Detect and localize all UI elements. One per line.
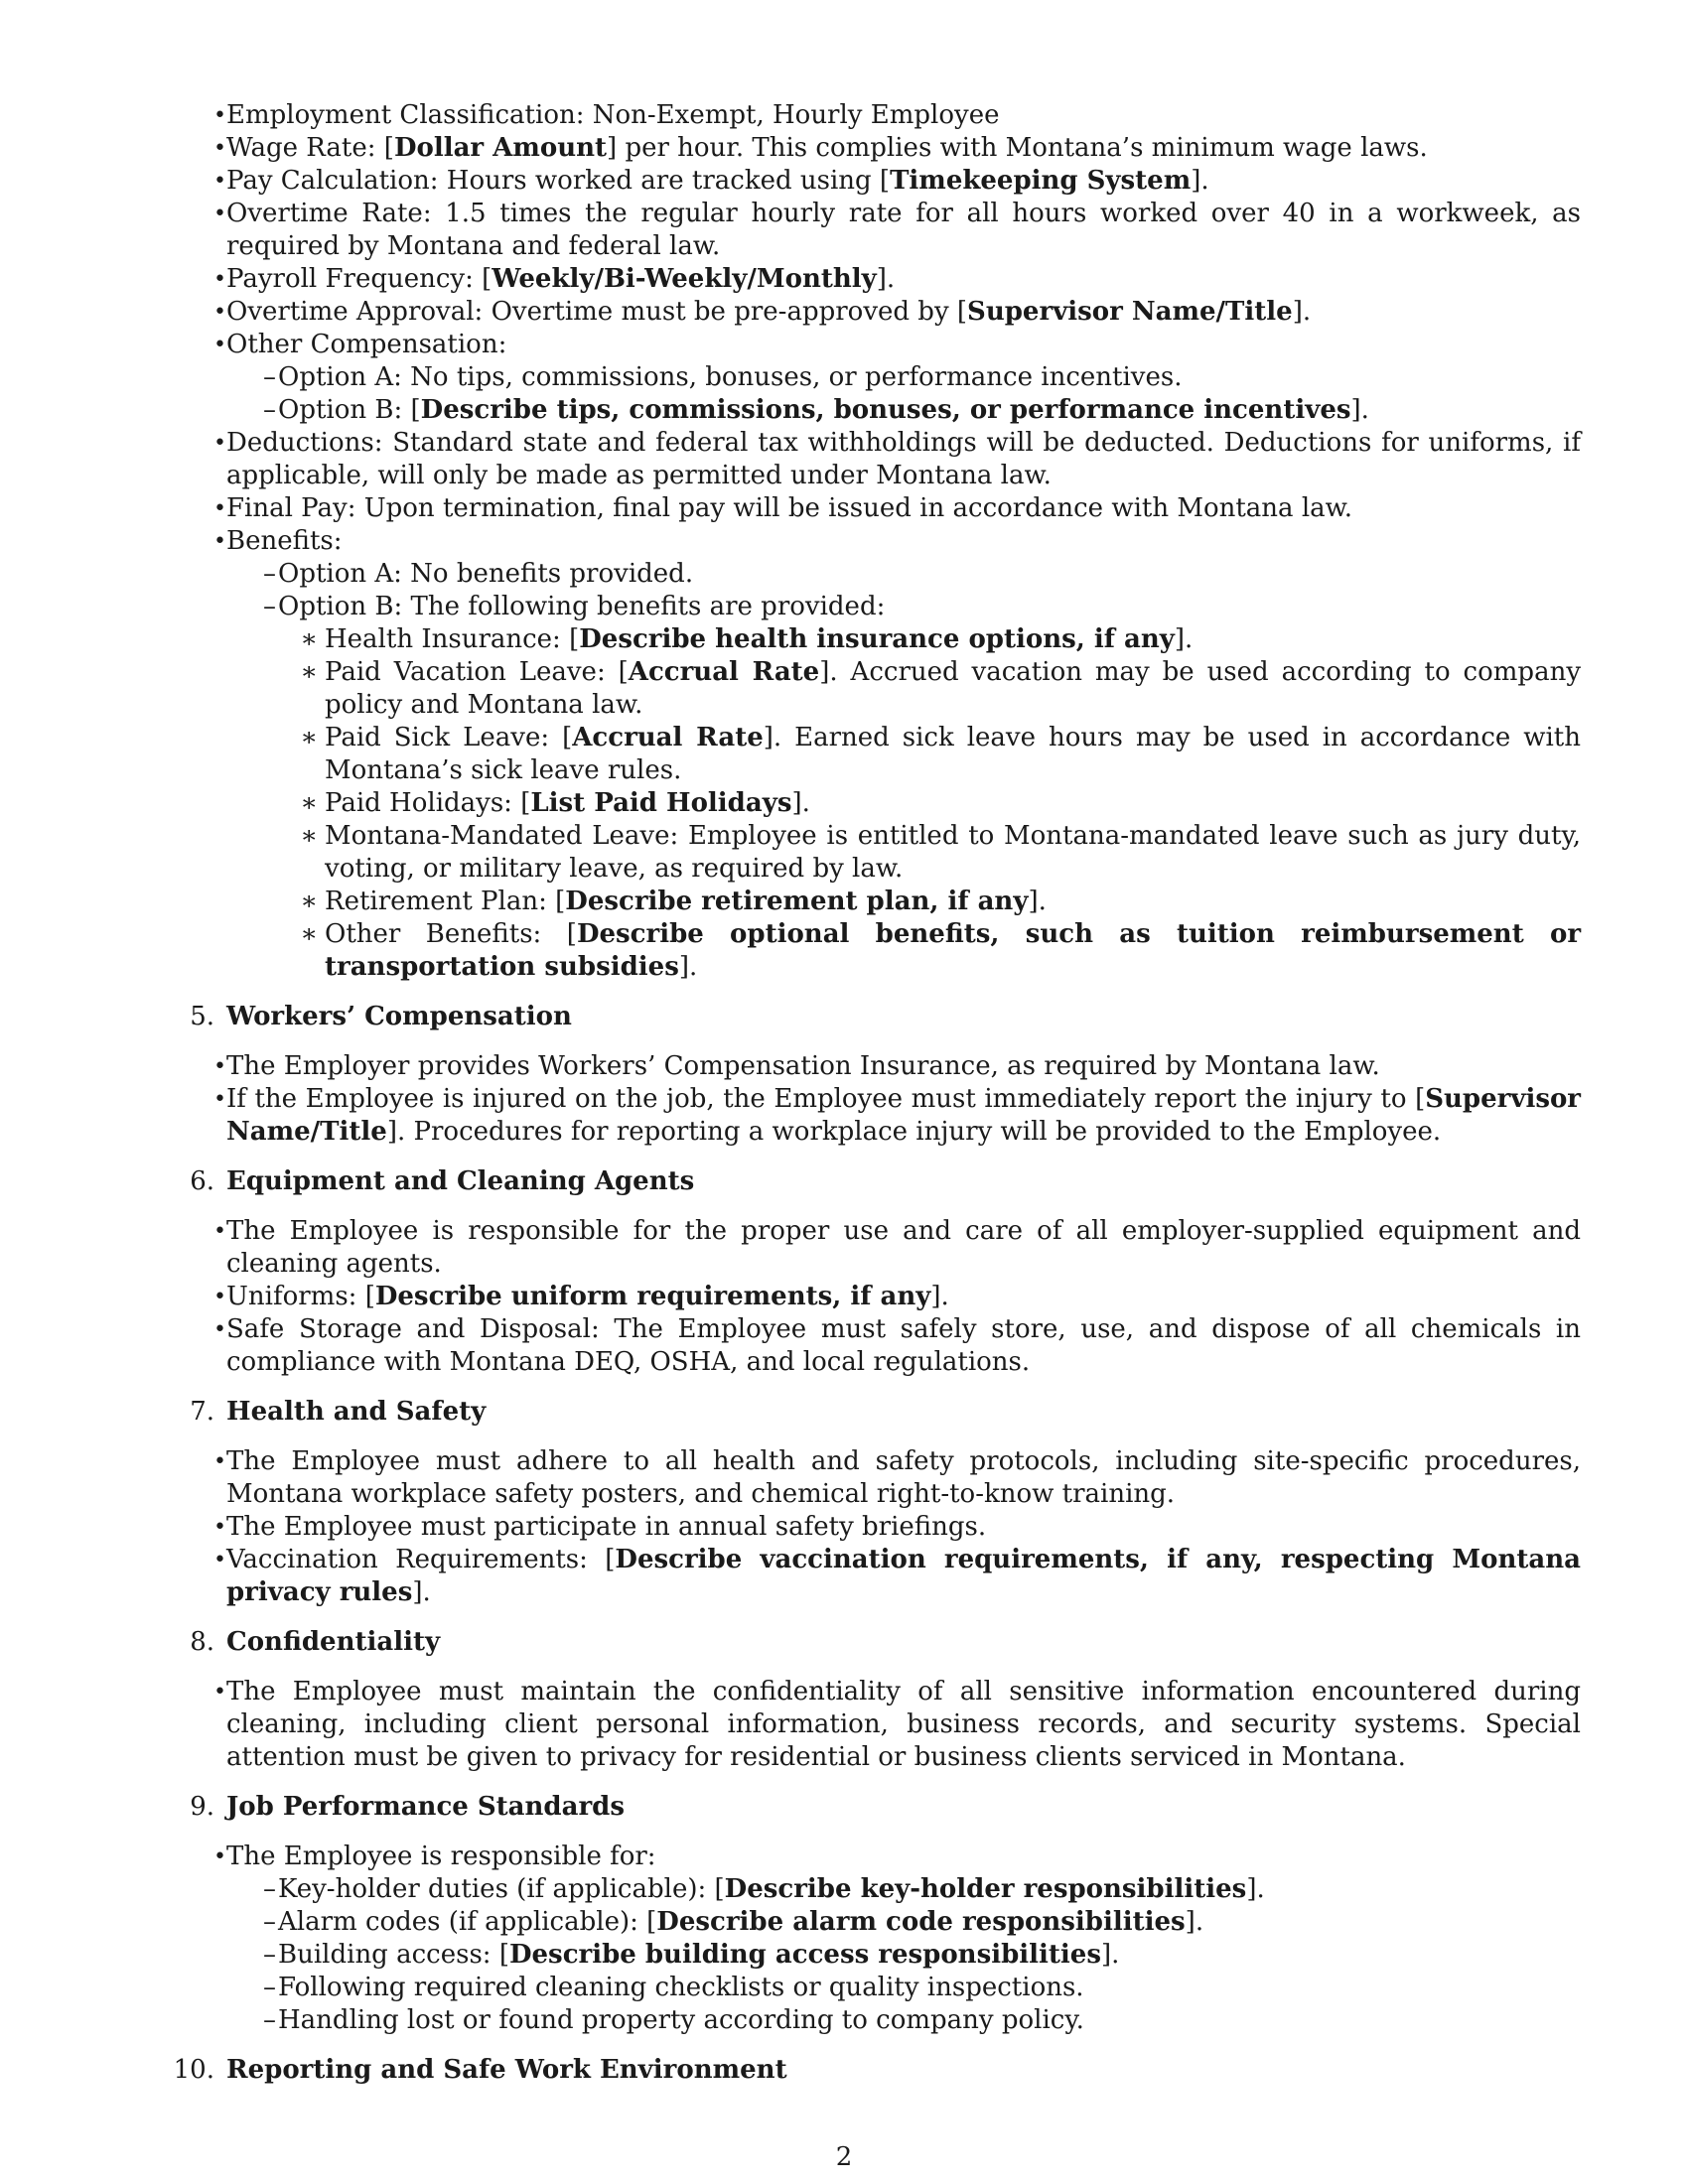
bullet: • — [213, 267, 226, 292]
list-item: • Vaccination Requirements: [Describe vaccination requirements, if any, respecting Montana privacy rules]. — [226, 1544, 1581, 1609]
bullet: • — [213, 1680, 226, 1705]
bullet: • — [213, 202, 226, 226]
section-heading — [190, 1165, 1581, 1198]
document-body — [173, 99, 1582, 2104]
section-title: Job Performance Standards — [226, 1792, 625, 1822]
list-item: • Deductions: Standard state and federal tax withholdings will be deducted. Deductions for uniforms, if applicable, will only be made as permitted under Montana law. — [226, 427, 1581, 492]
placeholder-field: Timekeeping System — [890, 166, 1192, 196]
section-list — [213, 1215, 1581, 1379]
list-subsubitem: ∗ Retirement Plan: [Describe retirement plan, if any]. — [226, 886, 1581, 918]
list-item: • Pay Calculation: Hours worked are tracked using [Timekeeping System]. — [226, 165, 1581, 198]
section-heading — [190, 1001, 1581, 1033]
bullet: • — [213, 1087, 226, 1112]
list-item: • Uniforms: [Describe uniform requirements, if any]. — [226, 1281, 1581, 1313]
dash: – — [263, 592, 276, 621]
list-subitem: – Option A: No benefits provided. — [226, 558, 1581, 591]
bullet: • — [213, 103, 226, 128]
dash: – — [263, 2005, 276, 2035]
section-number: 10. — [173, 2055, 214, 2085]
bullet: • — [213, 300, 226, 325]
list-subitem: – Option B: The following benefits are provided: — [226, 591, 1581, 623]
list-item: • Overtime Rate: 1.5 times the regular hourly rate for all hours worked over 40 in a workweek, as required by Montana and federal law. — [226, 198, 1581, 263]
list-item: • The Employee must maintain the confidentiality of all sensitive information encountered during cleaning, including client personal information, business records, and security systems. Special attention must be given to privacy for residential or business clients serviced in Montana. — [226, 1676, 1581, 1774]
bullet: • — [213, 1219, 226, 1244]
bullet: • — [213, 1285, 226, 1309]
placeholder-field: Supervisor Name/Title — [226, 1084, 1581, 1147]
section-list — [213, 1676, 1581, 1774]
dash: – — [263, 1973, 276, 2002]
star: ∗ — [300, 887, 318, 916]
section-title: Reporting and Safe Work Environment — [226, 2055, 787, 2085]
list-subitem: – Key-holder duties (if applicable): [Describe key-holder responsibilities]. — [226, 1873, 1581, 1906]
list-subitem: – Option A: No tips, commissions, bonuses, or performance incentives. — [226, 361, 1581, 394]
dash: – — [263, 1940, 276, 1970]
bullet: • — [213, 1054, 226, 1079]
list-subitem: – Following required cleaning checklists or quality inspections. — [226, 1972, 1581, 2004]
section-list — [213, 1841, 1581, 2037]
list-item: • Employment Classification: Non-Exempt, Hourly Employee — [226, 99, 1581, 132]
placeholder-field: Describe tips, commissions, bonuses, or performance incentives — [420, 395, 1351, 425]
placeholder-field: Accrual Rate — [572, 723, 764, 752]
bullet: • — [213, 1449, 226, 1474]
section-title: Workers’ Compensation — [226, 1002, 572, 1031]
star: ∗ — [300, 919, 318, 949]
page-number: 2 — [835, 2142, 853, 2172]
star: ∗ — [300, 821, 318, 851]
placeholder-field: Dollar Amount — [393, 133, 608, 163]
list-item: • Safe Storage and Disposal: The Employee must safely store, use, and dispose of all chemicals in compliance with Montana DEQ, OSHA, and local regulations. — [226, 1313, 1581, 1379]
list-item: • Wage Rate: [Dollar Amount] per hour. This complies with Montana’s minimum wage laws. — [226, 132, 1581, 165]
list-item: • Overtime Approval: Overtime must be pre-approved by [Supervisor Name/Title]. — [226, 296, 1581, 329]
placeholder-field: Describe key-holder responsibilities — [724, 1874, 1247, 1904]
placeholder-field: Describe health insurance options, if any — [579, 624, 1175, 654]
list-item: • The Employee must adhere to all health and safety protocols, including site-specific procedures, Montana workplace safety posters, and chemical right-to-know training. — [226, 1445, 1581, 1511]
dash: – — [263, 1874, 276, 1904]
bullet: • — [213, 333, 226, 357]
section-list — [213, 1445, 1581, 1609]
dash: – — [263, 559, 276, 589]
list-item: • Final Pay: Upon termination, final pay will be issued in accordance with Montana law. — [226, 492, 1581, 525]
placeholder-field: Describe vaccination requirements, if any, respecting Montana privacy rules — [226, 1545, 1581, 1607]
section-list — [213, 1050, 1581, 1149]
section-title: Equipment and Cleaning Agents — [226, 1166, 695, 1196]
bullet: • — [213, 169, 226, 194]
placeholder-field: Supervisor Name/Title — [967, 297, 1293, 327]
list-subsubitem: ∗ Paid Holidays: [List Paid Holidays]. — [226, 787, 1581, 820]
bullet: • — [213, 496, 226, 521]
section-heading — [190, 1791, 1581, 1824]
list-item: • The Employer provides Workers’ Compensation Insurance, as required by Montana law. — [226, 1050, 1581, 1083]
dash: – — [263, 1907, 276, 1937]
section-title: Confidentiality — [226, 1627, 441, 1657]
list-item: • Payroll Frequency: [Weekly/Bi-Weekly/Monthly]. — [226, 263, 1581, 296]
placeholder-field: Weekly/Bi-Weekly/Monthly — [492, 264, 877, 294]
placeholder-field: Describe retirement plan, if any — [565, 887, 1029, 916]
compensation-list — [213, 99, 1582, 984]
section-number: 5. — [190, 1002, 214, 1031]
list-item: • Benefits: — [226, 525, 1581, 558]
list-item: • If the Employee is injured on the job, the Employee must immediately report the injury to [Supervisor Name/Title]. Procedures for reporting a workplace injury will be provided to the Employee. — [226, 1083, 1581, 1149]
section-number: 7. — [190, 1397, 214, 1427]
list-subsubitem: ∗ Paid Sick Leave: [Accrual Rate]. Earned sick leave hours may be used in accordance with Montana’s sick leave rules. — [226, 722, 1581, 787]
placeholder-field: Accrual Rate — [628, 657, 820, 687]
list-subitem: – Handling lost or found property according to company policy. — [226, 2004, 1581, 2037]
section-title: Health and Safety — [226, 1397, 487, 1427]
placeholder-field: Describe uniform requirements, if any — [374, 1282, 931, 1311]
list-subitem: – Alarm codes (if applicable): [Describe alarm code responsibilities]. — [226, 1906, 1581, 1939]
star: ∗ — [300, 624, 318, 654]
bullet: • — [213, 136, 226, 161]
list-item: • The Employee is responsible for: — [226, 1841, 1581, 1873]
dash: – — [263, 362, 276, 392]
dash: – — [263, 395, 276, 425]
list-item: • The Employee must participate in annual safety briefings. — [226, 1511, 1581, 1544]
bullet: • — [213, 1515, 226, 1540]
placeholder-field: Describe alarm code responsibilities — [656, 1907, 1186, 1937]
list-subsubitem: ∗ Montana-Mandated Leave: Employee is entitled to Montana-mandated leave such as jury duty, voting, or military leave, as required by law. — [226, 820, 1581, 886]
list-subsubitem: ∗ Health Insurance: [Describe health insurance options, if any]. — [226, 623, 1581, 656]
section-number: 6. — [190, 1166, 214, 1196]
placeholder-field: List Paid Holidays — [530, 788, 792, 818]
list-subsubitem: ∗ Paid Vacation Leave: [Accrual Rate]. Accrued vacation may be used according to company policy and Montana law. — [226, 656, 1581, 722]
bullet: • — [213, 529, 226, 554]
section-heading — [173, 2054, 1581, 2087]
placeholder-field: Describe building access responsibilities — [508, 1940, 1101, 1970]
star: ∗ — [300, 657, 318, 687]
list-subitem: – Option B: [Describe tips, commissions, bonuses, or performance incentives]. — [226, 394, 1581, 427]
star: ∗ — [300, 788, 318, 818]
section-number: 8. — [190, 1627, 214, 1657]
bullet: • — [213, 1844, 226, 1869]
list-subitem: – Building access: [Describe building access responsibilities]. — [226, 1939, 1581, 1972]
list-subsubitem: ∗ Other Benefits: [Describe optional benefits, such as tuition reimbursement or transportation subsidies]. — [226, 918, 1581, 984]
bullet: • — [213, 1548, 226, 1572]
bullet: • — [213, 431, 226, 456]
list-item: • Other Compensation: — [226, 329, 1581, 361]
section-heading — [190, 1626, 1581, 1659]
star: ∗ — [300, 723, 318, 752]
bullet: • — [213, 1317, 226, 1342]
section-number: 9. — [190, 1792, 214, 1822]
list-item: • The Employee is responsible for the proper use and care of all employer-supplied equipment and cleaning agents. — [226, 1215, 1581, 1281]
placeholder-field: Describe optional benefits, such as tuition reimbursement or transportation subsidies — [325, 919, 1582, 982]
section-heading — [190, 1396, 1581, 1429]
